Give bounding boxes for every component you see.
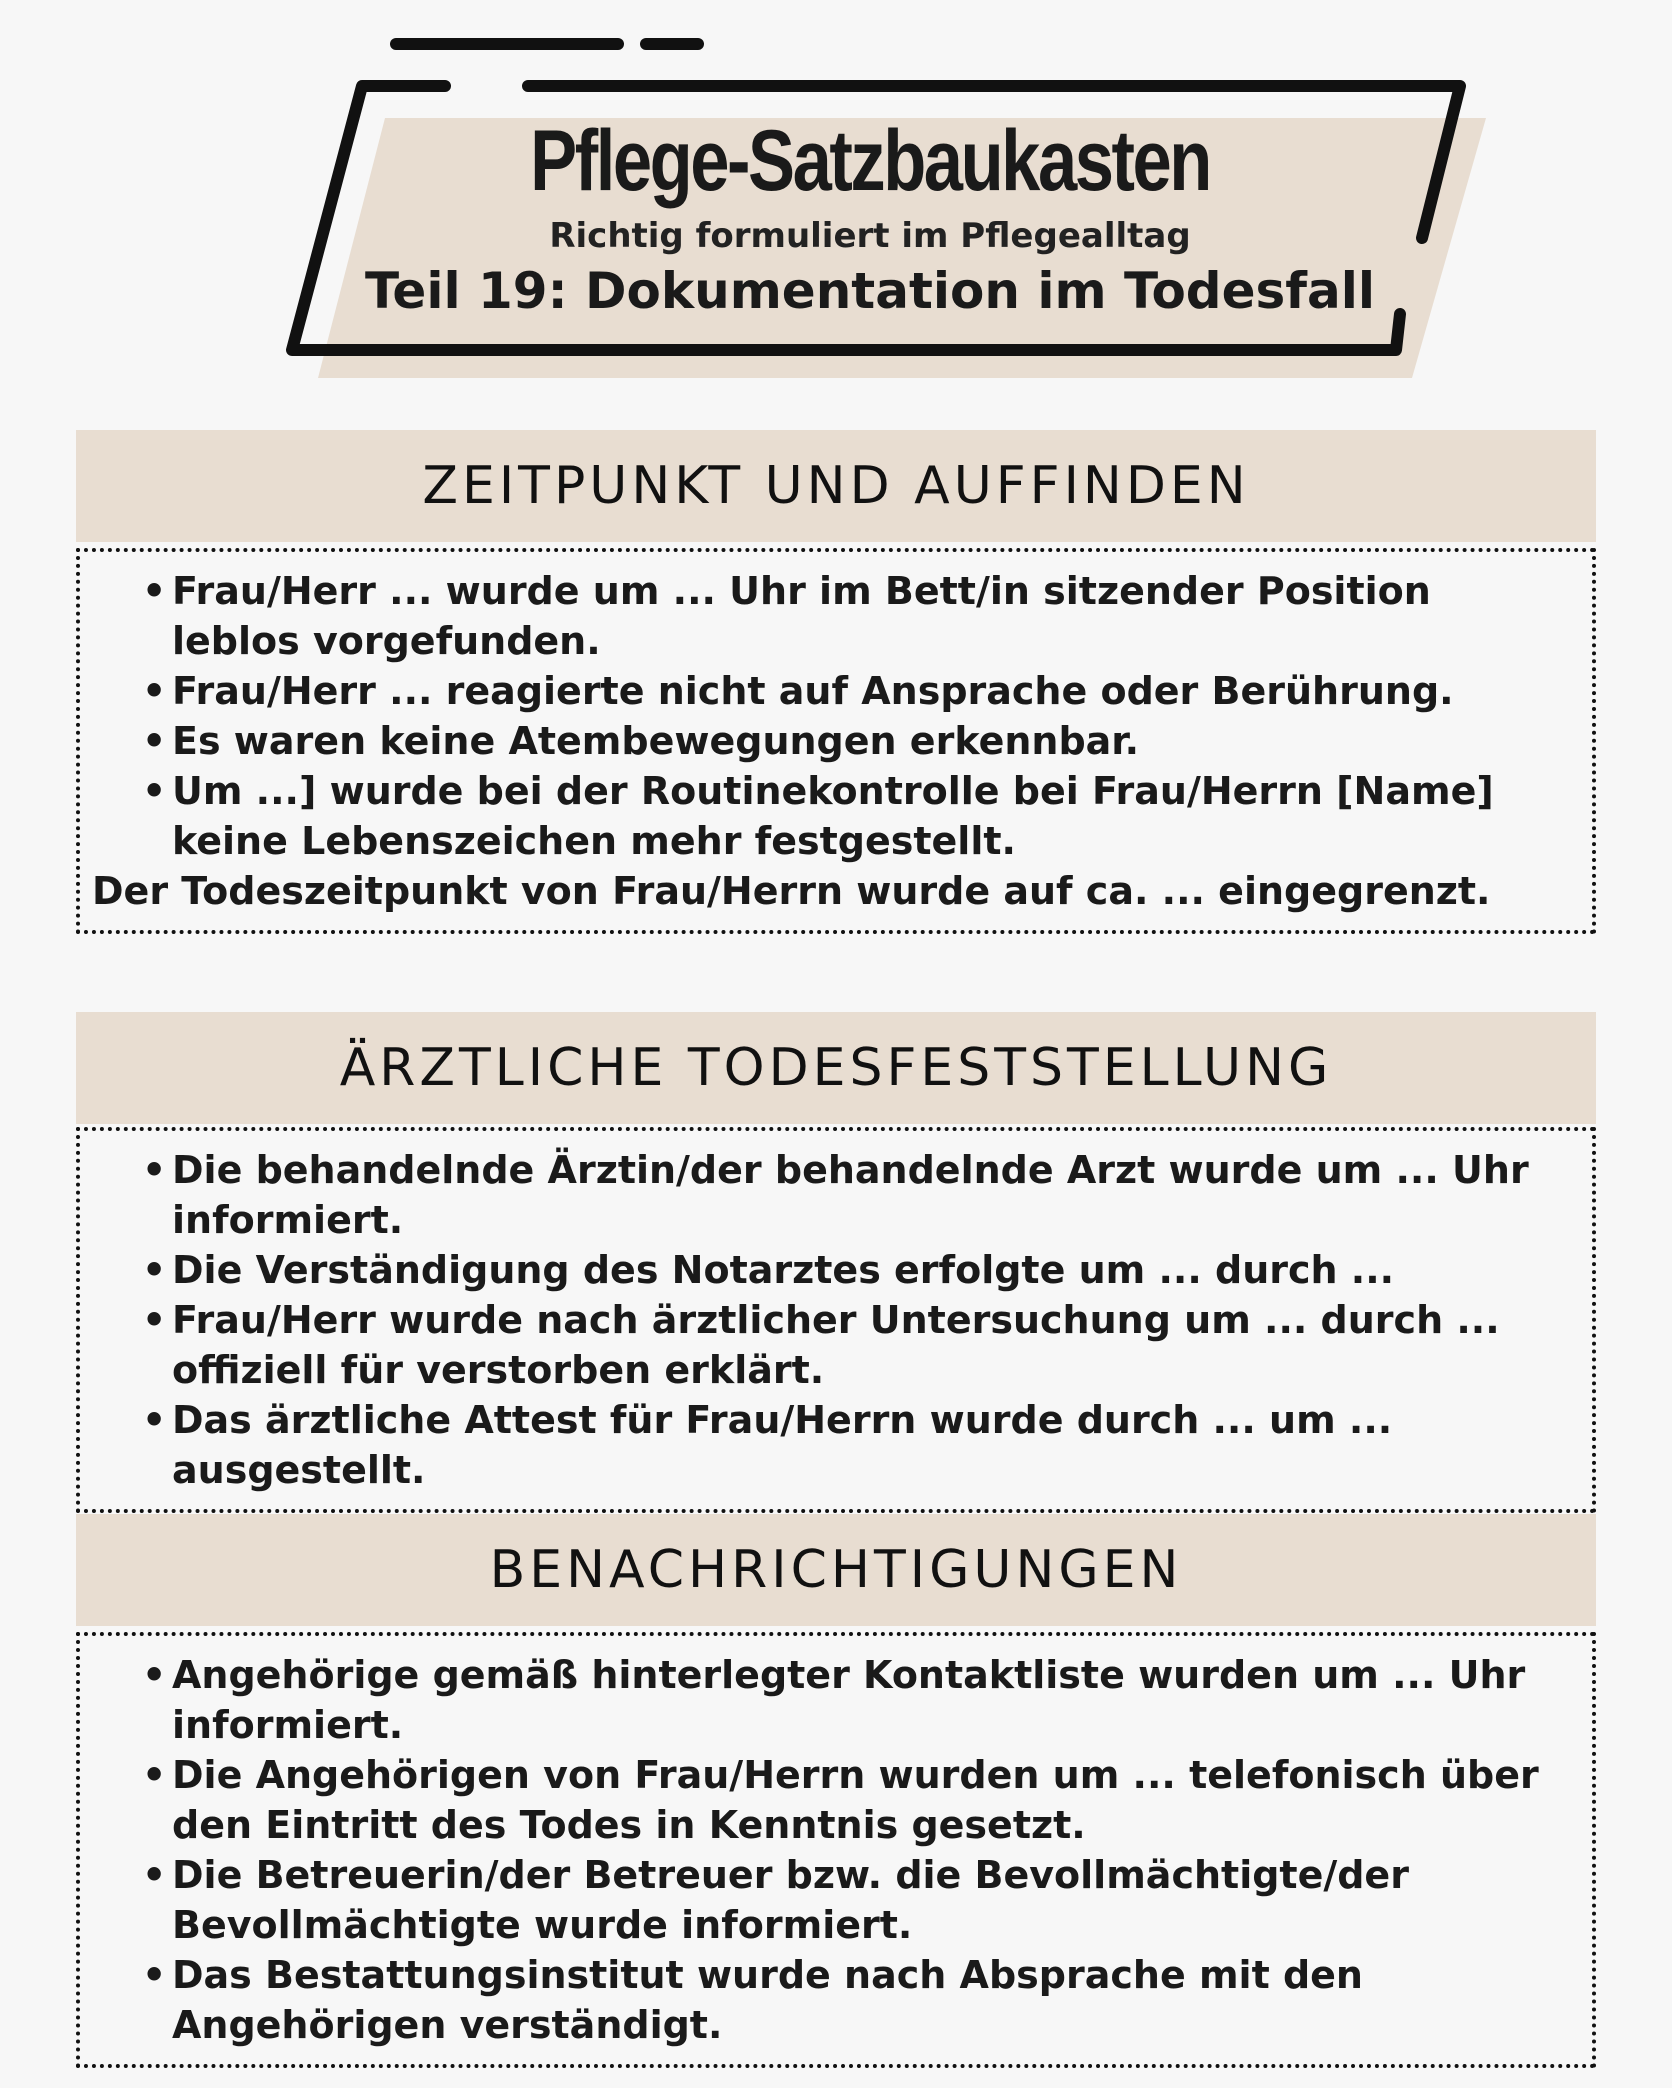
- list-item: • Die Angehörigen von Frau/Herrn wurden um ... telefonisch über den Eintritt des Todes in Kenntnis gesetzt.: [172, 1750, 1566, 1850]
- bullet-list: [92, 566, 1566, 866]
- section-box-benachrichtigungen: [76, 1632, 1596, 2068]
- title-banner: [0, 0, 1672, 400]
- section-heading-zeitpunkt: ZEITPUNKT UND AUFFINDEN: [76, 430, 1596, 542]
- list-item: • Es waren keine Atembewegungen erkennbar.: [172, 716, 1566, 766]
- bullet-list: [92, 1650, 1566, 2050]
- list-item: • Die behandelnde Ärztin/der behandelnde Arzt wurde um ... Uhr informiert.: [172, 1145, 1566, 1245]
- list-item: • Das Bestattungsinstitut wurde nach Absprache mit den Angehörigen verständigt.: [172, 1950, 1566, 2050]
- section-heading-benachrichtigungen: BENACHRICHTIGUNGEN: [76, 1514, 1596, 1626]
- list-item: • Das ärztliche Attest für Frau/Herrn wurde durch ... um ... ausgestellt.: [172, 1395, 1566, 1495]
- section-box-zeitpunkt: [76, 548, 1596, 934]
- page-subtitle: Richtig formuliert im Pflegealltag: [549, 216, 1191, 256]
- page-title: Pflege-Satzbaukasten: [530, 113, 1210, 209]
- list-item: • Frau/Herr wurde nach ärztlicher Untersuchung um ... durch ... offiziell für verstorben erklärt.: [172, 1295, 1566, 1395]
- section-note: Der Todeszeitpunkt von Frau/Herrn wurde auf ca. ... eingegrenzt.: [92, 869, 1491, 913]
- list-item: • Frau/Herr ... reagierte nicht auf Ansprache oder Berührung.: [172, 666, 1566, 716]
- bullet-list: [92, 1145, 1566, 1495]
- section-box-aerztliche-todesfeststellung: [76, 1127, 1596, 1513]
- list-item: • Um ...] wurde bei der Routinekontrolle bei Frau/Herrn [Name] keine Lebenszeichen mehr festgestellt.: [172, 766, 1566, 866]
- section-heading-aerztliche-todesfeststellung: ÄRZTLICHE TODESFESTSTELLUNG: [76, 1012, 1596, 1124]
- list-item: • Frau/Herr ... wurde um ... Uhr im Bett/in sitzender Position leblos vorgefunden.: [172, 566, 1566, 666]
- part-title: Teil 19: Dokumentation im Todesfall: [364, 262, 1376, 320]
- list-item: • Die Verständigung des Notarztes erfolgte um ... durch ...: [172, 1245, 1566, 1295]
- list-item: • Angehörige gemäß hinterlegter Kontaktliste wurden um ... Uhr informiert.: [172, 1650, 1566, 1750]
- list-item: • Die Betreuerin/der Betreuer bzw. die Bevollmächtigte/der Bevollmächtigte wurde informiert.: [172, 1850, 1566, 1950]
